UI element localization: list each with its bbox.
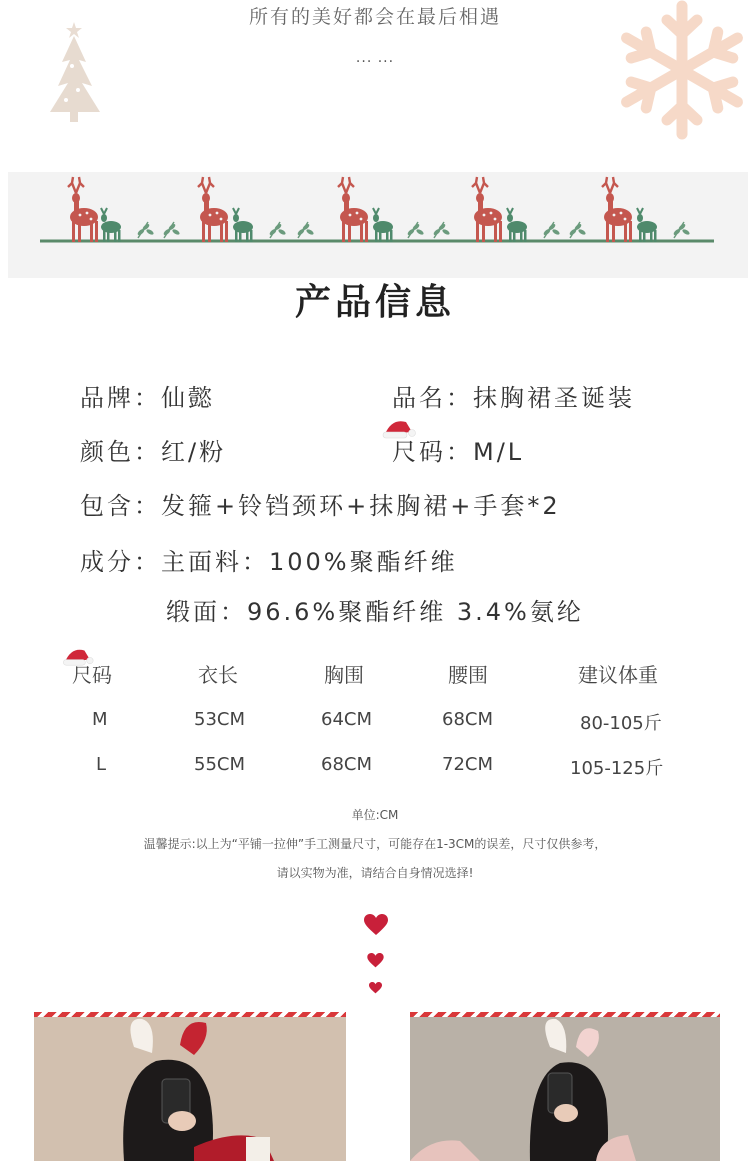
size-text: 尺码：M/L [392, 438, 525, 466]
table-cell: 53CM [194, 709, 246, 730]
table-cell: 55CM [194, 754, 246, 775]
color-text: 颜色：红/粉 [80, 438, 227, 466]
product-photo-red [34, 1012, 346, 1161]
table-header-waist: 腰围 [448, 663, 488, 687]
table-cell: 80-105斤 [580, 713, 662, 734]
table-cell: M [92, 709, 108, 730]
table-cell: 105-125斤 [570, 758, 664, 779]
slogan-text: 所有的美好都会在最后相遇 [248, 6, 501, 28]
table-cell: 68CM [442, 709, 494, 730]
tip-note-2: 请以实物为准，请结合自身情况选择! [276, 866, 474, 880]
tip-note: 温馨提示:以上为“平铺一拉伸”手工测量尺寸，可能存在1-3CM的误差，尺寸仅供参考， [143, 837, 607, 851]
heart-icon [364, 914, 388, 936]
table-header-size: 尺码 [72, 663, 112, 687]
heart-icon [369, 982, 382, 994]
table-cell: 68CM [321, 754, 373, 775]
dots-divider: ··· ··· [355, 54, 395, 70]
table-header-length: 衣长 [198, 663, 238, 687]
table-cell: 72CM [442, 754, 494, 775]
table-cell: 64CM [321, 709, 373, 730]
section-title: 产品信息 [294, 282, 455, 323]
product-photo-pink [410, 1012, 720, 1161]
unit-note: 单位:CM [351, 808, 399, 822]
brand-text: 品牌：仙懿 [80, 384, 215, 412]
christmas-tree-icon [46, 20, 120, 126]
heart-icon [367, 953, 384, 968]
includes-text: 包含：发箍+铃铛颈环+抹胸裙+手套*2 [80, 492, 561, 520]
snowflake-icon [598, 0, 750, 152]
deer-banner [8, 172, 748, 278]
material-satin-text: 缎面：96.6%聚酯纤维 3.4%氨纶 [166, 598, 584, 626]
material-main-text: 成分：主面料：100%聚酯纤维 [80, 548, 458, 576]
table-header-bust: 胸围 [324, 663, 364, 687]
product-name-text: 品名：抹胸裙圣诞装 [392, 384, 635, 412]
table-header-weight: 建议体重 [578, 663, 658, 687]
table-cell: L [96, 754, 107, 775]
